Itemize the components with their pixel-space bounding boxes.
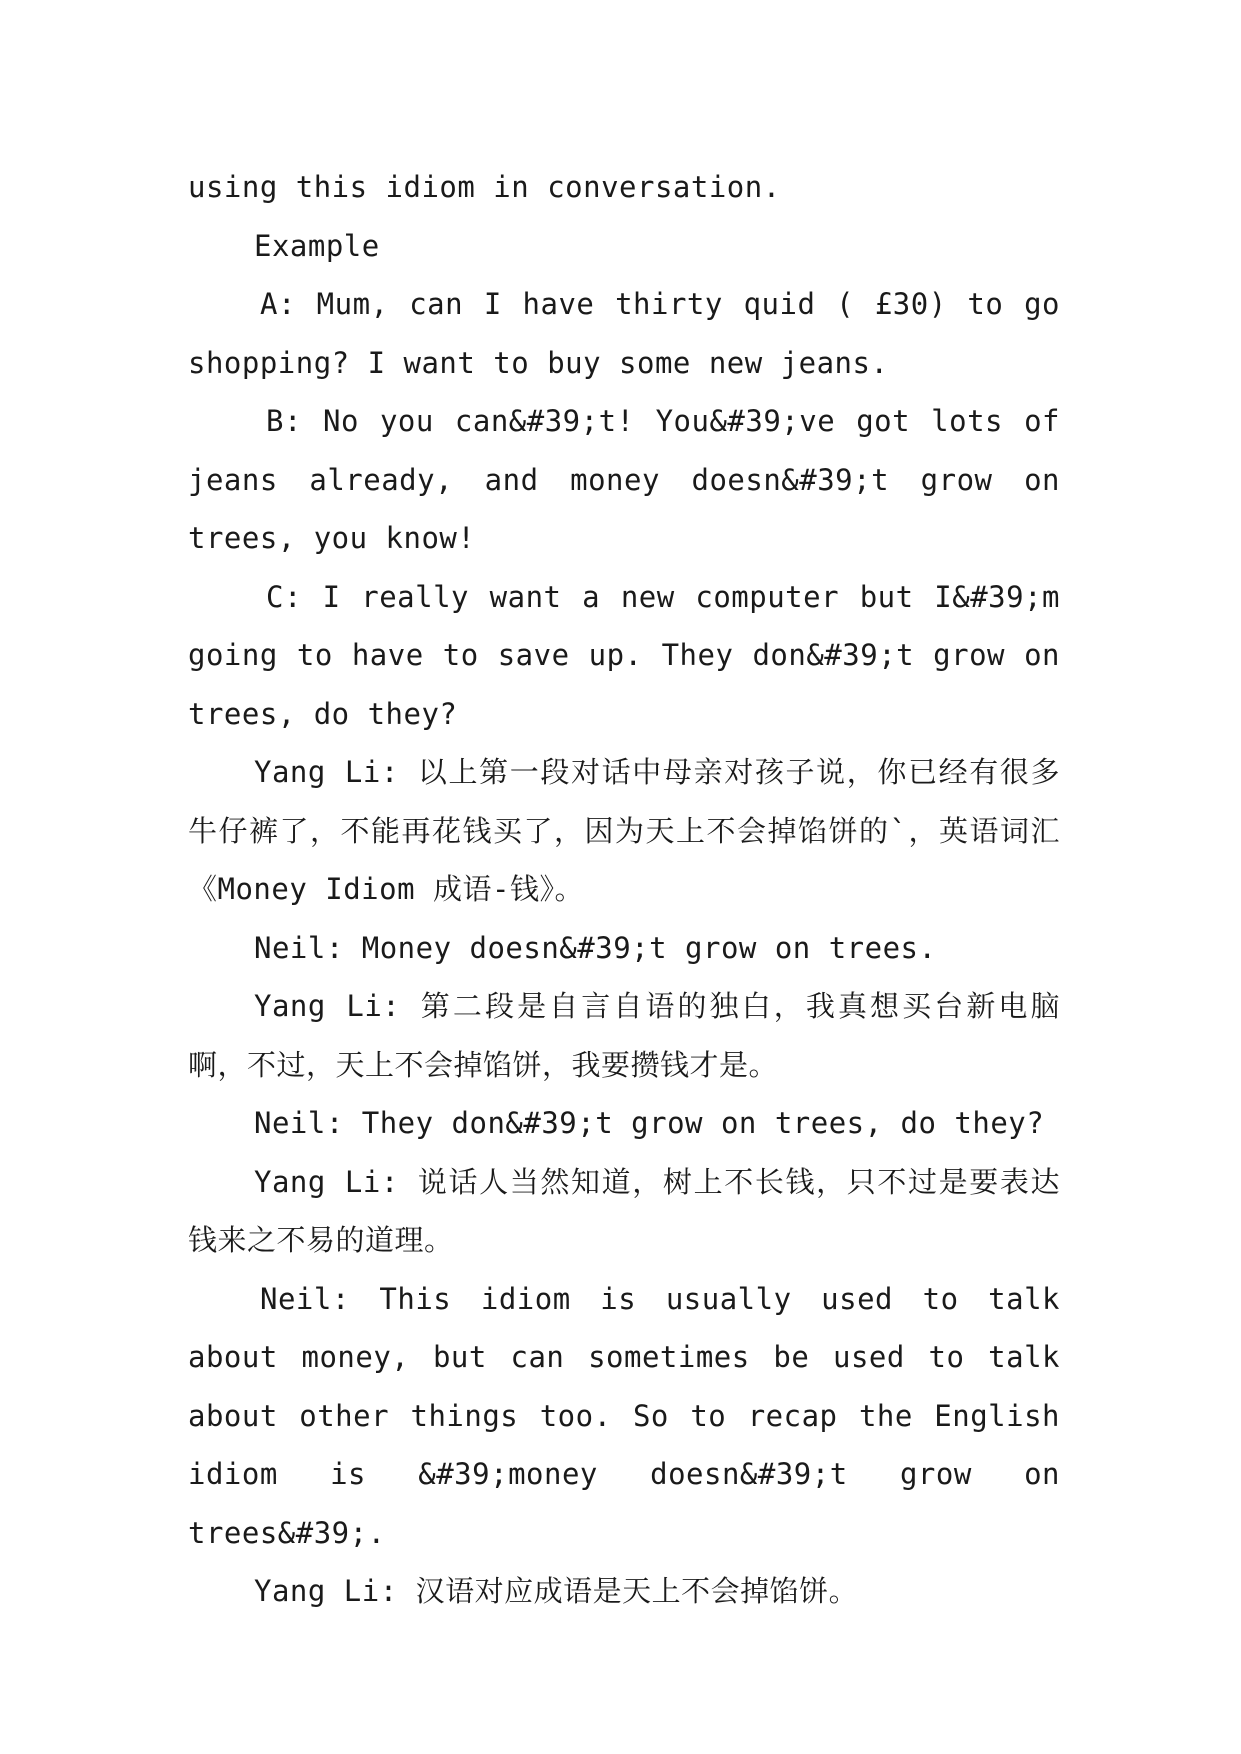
paragraph-example-heading: Example [254,228,380,263]
document-body [188,158,1060,1621]
paragraph-yangli-3: Yang Li: 说话人当然知道，树上不长钱，只不过是要表达钱来之不易的道理。 [188,1164,1060,1257]
paragraph-conversation-intro: using this idiom in conversation. [188,170,781,204]
paragraph-neil-2: Neil: They don&#39;t grow on trees, do they? [254,1106,1045,1140]
paragraph-example-b: B: No you can&#39;t! You&#39;ve got lots of jeans already, and money doesn&#39;t grow on trees, you know! [188,404,1060,555]
paragraph-yangli-4: Yang Li: 汉语对应成语是天上不会掉馅饼。 [254,1574,859,1608]
paragraph-yangli-2: Yang Li: 第二段是自言自语的独白，我真想买台新电脑啊，不过，天上不会掉馅饼，我要攒钱才是。 [188,989,1060,1082]
paragraph-neil-1: Neil: Money doesn&#39;t grow on trees. [254,930,937,965]
paragraph-example-a: A: Mum, can I have thirty quid ( £30) to go shopping? I want to buy some new jeans. [188,287,1060,380]
paragraph-yangli-1: Yang Li: 以上第一段对话中母亲对孩子说，你已经有很多牛仔裤了，不能再花钱买了，因为天上不会掉馅饼的`，英语词汇《Money Idiom 成语-钱》。 [188,755,1060,906]
paragraph-neil-3: Neil: This idiom is usually used to talk about money, but can sometimes be used to talk about other things too. So to recap the English idiom is &#39;money doesn&#39;t grow on trees&#39;. [188,1281,1060,1550]
paragraph-example-c: C: I really want a new computer but I&#39;m going to have to save up. They don&#39;t grow on trees, do they? [188,579,1060,731]
